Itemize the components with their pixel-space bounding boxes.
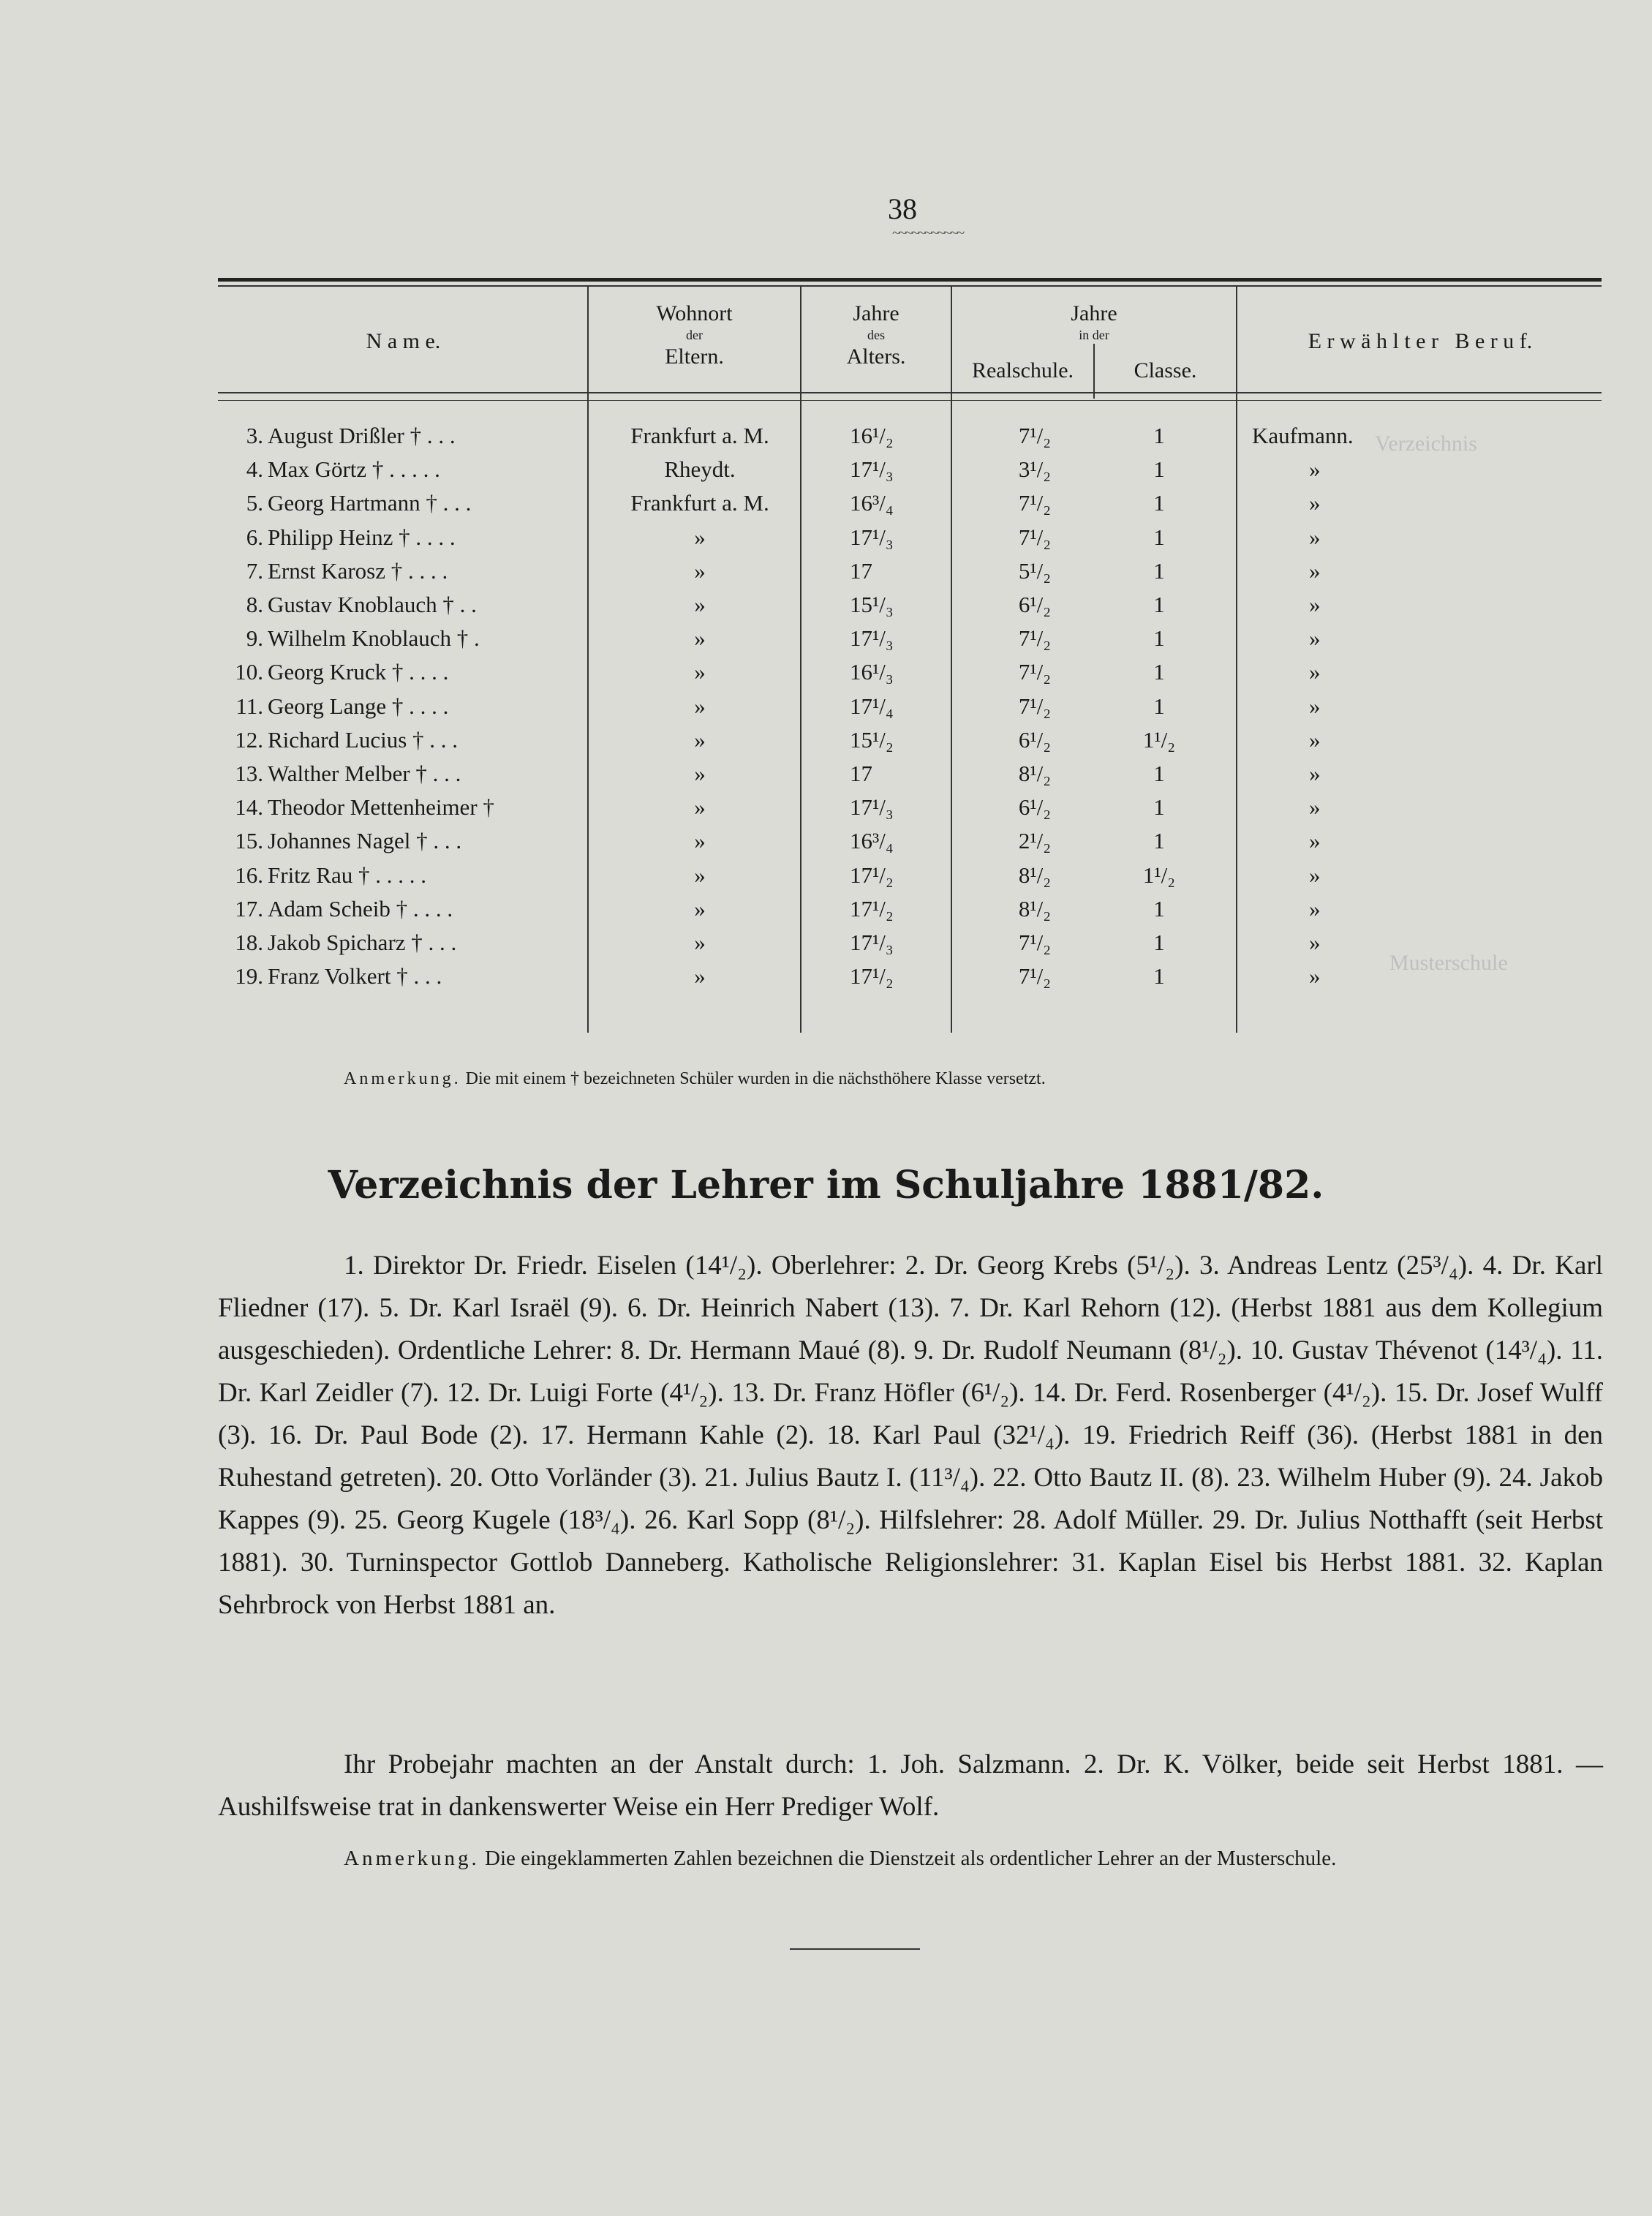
student-name: Theodor Mettenheimer † [268, 794, 494, 820]
chosen-profession: » [1309, 659, 1321, 685]
student-age: 17¹/₃ [850, 930, 894, 955]
years-in-realschule: 7¹/₂ [1018, 625, 1052, 651]
student-name: Georg Hartmann † . . . [268, 490, 472, 516]
student-age: 17¹/₃ [850, 794, 894, 820]
years-in-realschule: 2¹/₂ [1018, 828, 1052, 853]
bleed-through-text: Musterschule [1389, 951, 1508, 975]
years-in-class: 1 [1153, 456, 1165, 482]
chosen-profession: » [1309, 896, 1321, 922]
header-name-label: N a m e. [366, 329, 441, 353]
row-number: 19. [235, 963, 263, 989]
parents-residence: » [694, 930, 706, 955]
header-name [219, 328, 587, 355]
parents-residence: » [694, 761, 706, 786]
parents-residence: » [694, 862, 706, 888]
student-name: August Drißler † . . . [268, 423, 456, 448]
header-jahre [952, 300, 1236, 343]
parents-residence: » [694, 727, 706, 753]
note-transfer [344, 1069, 1046, 1089]
row-number: 12. [235, 727, 263, 753]
chosen-profession: » [1309, 794, 1321, 820]
header-bottom-rule [218, 392, 1602, 393]
student-name: Jakob Spicharz † . . . [268, 930, 457, 955]
years-in-realschule: 7¹/₂ [1018, 963, 1052, 989]
row-number: 3. [246, 423, 263, 448]
header-classe [1095, 357, 1236, 385]
student-age: 15¹/₃ [850, 592, 894, 617]
chosen-profession: » [1309, 625, 1321, 651]
row-number: 9. [246, 625, 263, 651]
years-in-realschule: 7¹/₂ [1018, 423, 1052, 448]
student-name: Johannes Nagel † . . . [268, 828, 462, 853]
student-age: 16³/₄ [850, 490, 894, 516]
header-beruf [1237, 328, 1603, 355]
header-realschule [952, 357, 1093, 385]
chosen-profession: » [1309, 761, 1321, 786]
student-name: Max Görtz † . . . . . [268, 456, 440, 482]
student-name: Adam Scheib † . . . . [268, 896, 453, 922]
student-name: Fritz Rau † . . . . . [268, 862, 426, 888]
years-in-realschule: 8¹/₂ [1018, 896, 1052, 922]
chosen-profession: » [1309, 592, 1321, 617]
years-in-class: 1¹/₂ [1142, 862, 1176, 888]
row-number: 13. [235, 761, 263, 786]
note-service-time [218, 1843, 1603, 1874]
years-in-class: 1 [1153, 524, 1165, 550]
closing-rule [790, 1948, 920, 1950]
years-in-realschule: 3¹/₂ [1018, 456, 1052, 482]
chosen-profession: » [1309, 727, 1321, 753]
student-age: 17¹/₃ [850, 625, 894, 651]
note-transfer-label: Anmerkung. [344, 1069, 461, 1088]
student-age: 17 [850, 761, 872, 786]
row-number: 4. [246, 456, 263, 482]
row-number: 5. [246, 490, 263, 516]
parents-residence: » [694, 524, 706, 550]
chosen-profession: Kaufmann. [1252, 423, 1354, 448]
student-age: 17¹/₂ [850, 963, 894, 989]
header-wohnort-line3: Eltern. [665, 344, 724, 369]
student-name: Wilhelm Knoblauch † . [268, 625, 480, 651]
chosen-profession: » [1309, 963, 1321, 989]
row-number: 18. [235, 930, 263, 955]
years-in-realschule: 8¹/₂ [1018, 761, 1052, 786]
chosen-profession: » [1309, 456, 1321, 482]
header-classe-label: Classe. [1134, 358, 1197, 382]
page-number-ornament: ~~~~~~~~~~~ [892, 225, 964, 241]
student-name: Georg Kruck † . . . . [268, 659, 449, 685]
header-alter-line1: Jahre [853, 301, 899, 325]
years-in-class: 1 [1153, 423, 1165, 448]
header-alter-line2: des [867, 327, 885, 342]
student-age: 16¹/₂ [850, 423, 894, 448]
years-in-realschule: 7¹/₂ [1018, 524, 1052, 550]
chosen-profession: » [1309, 524, 1321, 550]
years-in-realschule: 8¹/₂ [1018, 862, 1052, 888]
student-name: Franz Volkert † . . . [268, 963, 442, 989]
row-number: 14. [235, 794, 263, 820]
years-in-class: 1 [1153, 625, 1165, 651]
years-in-class: 1 [1153, 592, 1165, 617]
student-age: 16³/₄ [850, 828, 894, 853]
student-age: 16¹/₃ [850, 659, 894, 685]
student-age: 17¹/₃ [850, 456, 894, 482]
years-in-class: 1 [1153, 558, 1165, 584]
years-in-class: 1¹/₂ [1142, 727, 1176, 753]
chosen-profession: » [1309, 693, 1321, 719]
parents-residence: » [694, 794, 706, 820]
note-service-label: Anmerkung. [344, 1847, 480, 1870]
row-number: 8. [246, 592, 263, 617]
years-in-class: 1 [1153, 659, 1165, 685]
row-number: 10. [235, 659, 263, 685]
student-name: Gustav Knoblauch † . . [268, 592, 477, 617]
row-number: 7. [246, 558, 263, 584]
chosen-profession: » [1309, 558, 1321, 584]
student-name: Richard Lucius † . . . [268, 727, 459, 753]
chosen-profession: » [1309, 930, 1321, 955]
years-in-realschule: 7¹/₂ [1018, 930, 1052, 955]
years-in-realschule: 6¹/₂ [1018, 727, 1052, 753]
parents-residence: » [694, 558, 706, 584]
table-top-rule-thin [218, 285, 1602, 287]
student-age: 17¹/₄ [850, 693, 894, 719]
header-wohnort-line2: der [686, 327, 703, 342]
years-in-realschule: 7¹/₂ [1018, 490, 1052, 516]
years-in-class: 1 [1153, 896, 1165, 922]
years-in-class: 1 [1153, 963, 1165, 989]
chosen-profession: » [1309, 862, 1321, 888]
years-in-realschule: 6¹/₂ [1018, 794, 1052, 820]
row-number: 15. [235, 828, 263, 853]
student-name: Philipp Heinz † . . . . [268, 524, 456, 550]
student-age: 17 [850, 558, 872, 584]
parents-residence: » [694, 625, 706, 651]
header-jahre-line2: in der [1079, 327, 1109, 342]
years-in-realschule: 7¹/₂ [1018, 693, 1052, 719]
parents-residence: Frankfurt a. M. [630, 423, 769, 448]
header-realschule-label: Realschule. [971, 358, 1074, 382]
years-in-class: 1 [1153, 794, 1165, 820]
years-in-realschule: 7¹/₂ [1018, 659, 1052, 685]
row-number: 17. [235, 896, 263, 922]
table-top-rule [218, 278, 1602, 282]
row-number: 6. [246, 524, 263, 550]
parents-residence: Rheydt. [664, 456, 736, 482]
student-name: Georg Lange † . . . . [268, 693, 449, 719]
row-number: 11. [235, 693, 263, 719]
section-title: Verzeichnis der Lehrer im Schuljahre 1881/82. [328, 1163, 1324, 1207]
parents-residence: » [694, 828, 706, 853]
header-alter-line3: Alters. [846, 344, 906, 369]
student-age: 15¹/₂ [850, 727, 894, 753]
header-wohnort [589, 300, 800, 371]
student-age: 17¹/₂ [850, 862, 894, 888]
student-name: Walther Melber † . . . [268, 761, 461, 786]
student-age: 17¹/₃ [850, 524, 894, 550]
years-in-class: 1 [1153, 930, 1165, 955]
header-wohnort-line1: Wohnort [656, 301, 733, 325]
header-bottom-rule-thin [218, 400, 1602, 401]
chosen-profession: » [1309, 490, 1321, 516]
student-age: 17¹/₂ [850, 896, 894, 922]
column-divider [951, 287, 952, 1033]
years-in-realschule: 6¹/₂ [1018, 592, 1052, 617]
header-jahre-line1: Jahre [1071, 301, 1117, 325]
parents-residence: » [694, 592, 706, 617]
parents-residence: Frankfurt a. M. [630, 490, 769, 516]
parents-residence: » [694, 896, 706, 922]
note-service-text: Die eingeklammerten Zahlen bezeichnen die Dienstzeit als ordentlicher Lehrer an der Musterschule. [485, 1847, 1337, 1870]
column-divider [587, 287, 589, 1033]
header-beruf-label: E r w ä h l t e r B e r u f. [1308, 329, 1533, 353]
column-divider [1236, 287, 1237, 1033]
row-number: 16. [235, 862, 263, 888]
years-in-class: 1 [1153, 490, 1165, 516]
teachers-paragraph: 1. Direktor Dr. Friedr. Eiselen (14¹/₂). Oberlehrer: 2. Dr. Georg Krebs (5¹/₂). 3. Andreas Lentz (25³/₄). 4. Dr. Karl Fliedner (17). 5. Dr. Karl Israël (9). 6. Dr. Heinrich Nabert (13). 7. Dr. Karl Rehorn (12). (Herbst 1881 aus dem Kollegium ausgeschieden). Ordentliche Lehrer: 8. Dr. Hermann Maué (8). 9. Dr. Rudolf Neumann (8¹/₂). 10. Gustav Thévenot (14³/₄). 11. Dr. Karl Zeidler (7). 12. Dr. Luigi Forte (4¹/₂). 13. Dr. Franz Höfler (6¹/₂). 14. Dr. Ferd. Rosenberger (4¹/₂). 15. Dr. Josef Wulff (3). 16. Dr. Paul Bode (2). 17. Hermann Kahle (2). 18. Karl Paul (32¹/₄). 19. Friedrich Reiff (36). (Herbst 1881 in den Ruhestand getreten). 20. Otto Vorländer (3). 21. Julius Bautz I. (11³/₄). 22. Otto Bautz II. (8). 23. Wilhelm Huber (9). 24. Jakob Kappes (9). 25. Georg Kugele (18³/₄). 26. Karl Sopp (8¹/₂). Hilfslehrer: 28. Adolf Müller. 29. Dr. Julius Notthafft (seit Herbst 1881). 30. Turninspector Gottlob Danneberg. Katholische Religionslehrer: 31. Kaplan Eisel bis Herbst 1881. 32. Kaplan Sehrbrock von Herbst 1881 an. [218, 1251, 1603, 1620]
page-number: 38 [888, 192, 917, 225]
note-transfer-text: Die mit einem † bezeichneten Schüler wurden in die nächsthöhere Klasse versetzt. [465, 1069, 1046, 1088]
years-in-class: 1 [1153, 761, 1165, 786]
years-in-realschule: 5¹/₂ [1018, 558, 1052, 584]
bleed-through-text: Verzeichnis [1375, 431, 1477, 456]
header-alter [802, 300, 951, 371]
years-in-class: 1 [1153, 828, 1165, 853]
chosen-profession: » [1309, 828, 1321, 853]
years-in-class: 1 [1153, 693, 1165, 719]
student-name: Ernst Karosz † . . . . [268, 558, 448, 584]
probejahr-paragraph: Ihr Probejahr machten an der Anstalt durch: 1. Joh. Salzmann. 2. Dr. K. Völker, beide seit Herbst 1881. — Aushilfsweise trat in dankenswerter Weise ein Herr Prediger Wolf. [218, 1749, 1603, 1822]
parents-residence: » [694, 963, 706, 989]
parents-residence: » [694, 693, 706, 719]
parents-residence: » [694, 659, 706, 685]
